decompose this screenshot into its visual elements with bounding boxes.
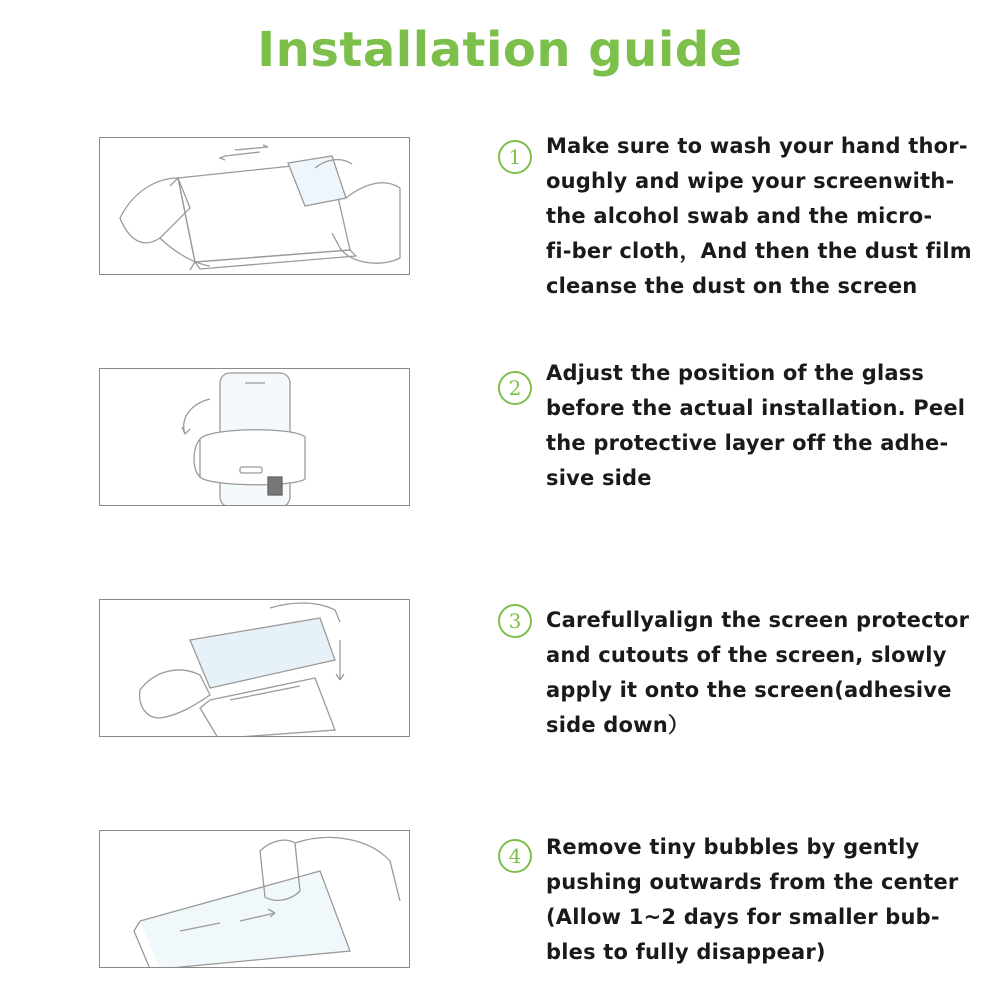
step-4-line-1: Remove tiny bubbles by gently (546, 835, 920, 859)
step-1-line-1: Make sure to wash your hand thor- (546, 134, 968, 158)
step-3-instructions (546, 603, 976, 743)
peel-layer-illustration (100, 369, 410, 506)
step-2-instructions (546, 356, 976, 496)
step-4-line-3: (Allow 1~2 days for smaller bub- (546, 905, 940, 929)
step-1-line-4: fi-ber cloth，And then the dust film (546, 239, 972, 263)
page-title: Installation guide (257, 22, 743, 78)
step-2-line-3: the protective layer off the adhe- (546, 431, 949, 455)
step-3-line-4: side down） (546, 713, 690, 737)
step-1-number-badge: 1 (498, 140, 532, 174)
step-3-number-badge: 3 (498, 604, 532, 638)
step-1-line-3: the alcohol swab and the micro- (546, 204, 933, 228)
step-2-illustration (99, 368, 410, 506)
step-4-illustration (99, 830, 410, 968)
step-1-line-2: oughly and wipe your screenwith- (546, 169, 955, 193)
step-4-line-2: pushing outwards from the center (546, 870, 959, 894)
step-1-instructions (546, 129, 976, 304)
step-1-illustration (99, 137, 410, 275)
step-3-line-2: and cutouts of the screen, slowly (546, 643, 947, 667)
step-1-line-5: cleanse the dust on the screen (546, 274, 918, 298)
step-4-line-4: bles to fully disappear) (546, 940, 826, 964)
remove-bubbles-illustration (100, 831, 410, 968)
step-2-line-4: sive side (546, 466, 652, 490)
align-protector-illustration (100, 600, 410, 737)
step-3-line-1: Carefullyalign the screen protector (546, 608, 970, 632)
step-3-illustration (99, 599, 410, 737)
step-4-number-badge: 4 (498, 839, 532, 873)
step-4-instructions (546, 830, 976, 970)
step-3-line-3: apply it onto the screen(adhesive (546, 678, 952, 702)
step-2-line-2: before the actual installation. Peel (546, 396, 966, 420)
step-2-line-1: Adjust the position of the glass (546, 361, 925, 385)
step-2-number-badge: 2 (498, 371, 532, 405)
wipe-screen-illustration (100, 138, 410, 275)
